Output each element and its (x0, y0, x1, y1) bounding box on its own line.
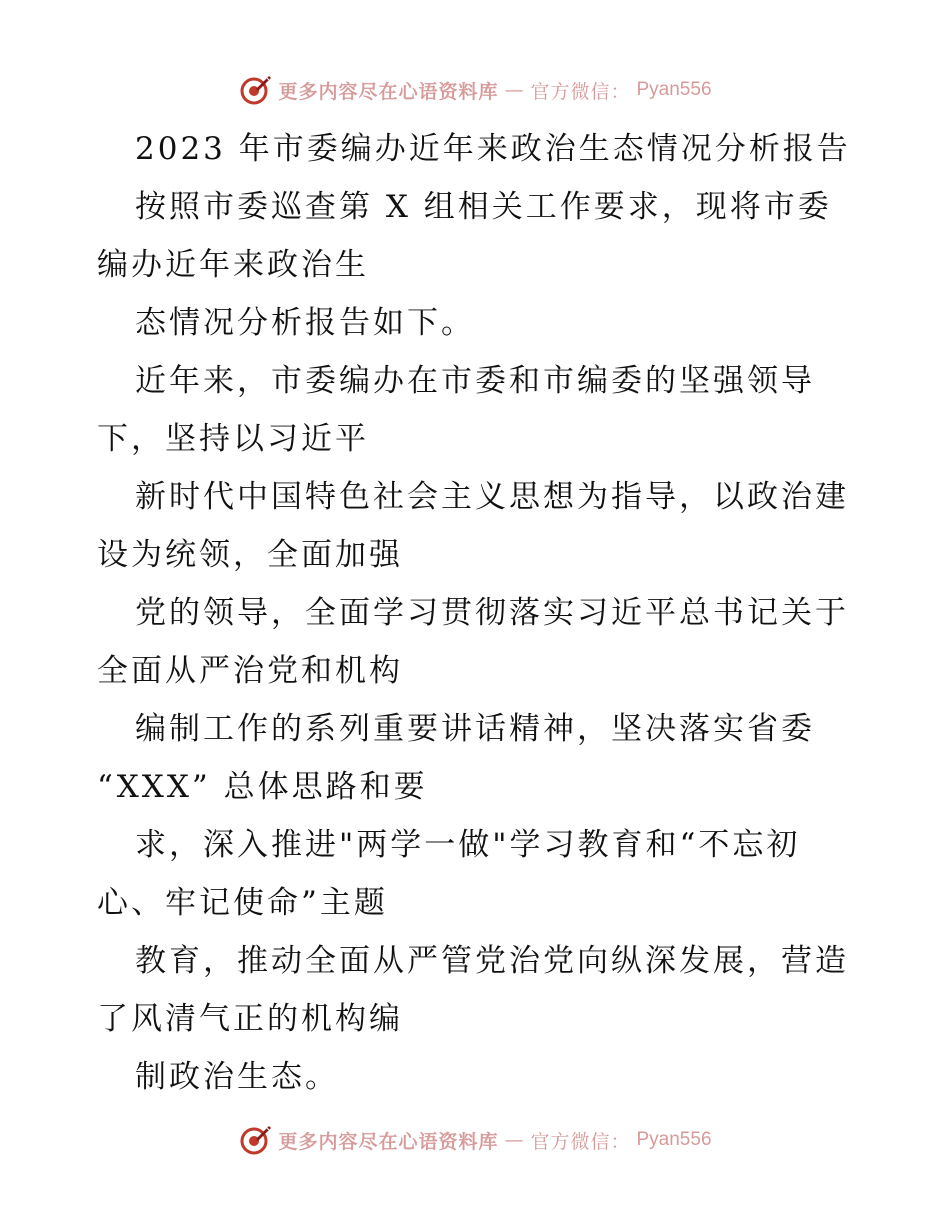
paragraph-line: 编制工作的系列重要讲话精神，坚决落实省委 (135, 711, 815, 747)
paragraph-line: 制政治生态。 (135, 1059, 339, 1095)
footer-wechat-id: Pyan556 (636, 1129, 712, 1150)
paragraph-line: 新时代中国特色社会主义思想为指导，以政治建 (135, 479, 849, 515)
pen-circle-logo-icon (238, 73, 272, 107)
pen-circle-logo-icon (238, 1123, 272, 1157)
header-wechat-id: Pyan556 (636, 79, 712, 100)
paragraph-line: “XXX” 总体思路和要 (97, 769, 428, 805)
paragraph-line: 求，深入推进"两学一做"学习教育和“不忘初 (135, 827, 801, 863)
paragraph-line: 全面从严治党和机构 (97, 653, 403, 689)
footer-banner (0, 1120, 950, 1160)
header-banner (0, 70, 950, 110)
footer-dash: — (504, 1129, 525, 1151)
footer-site-text: 更多内容尽在心语资料库 (278, 1130, 499, 1153)
paragraph-line: 下，坚持以习近平 (97, 421, 369, 457)
paragraph-line: 教育，推动全面从严管党治党向纵深发展，营造 (135, 943, 849, 979)
header-dash: — (504, 79, 525, 101)
document-body (97, 120, 867, 1106)
paragraph-line: 态情况分析报告如下。 (135, 305, 475, 341)
paragraph-line: 按照市委巡查第 X 组相关工作要求，现将市委 (135, 189, 832, 225)
paragraph-line: 党的领导，全面学习贯彻落实习近平总书记关于 (135, 595, 849, 631)
header-site-text: 更多内容尽在心语资料库 (278, 80, 499, 103)
footer-wechat-label: 官方微信： (530, 1130, 631, 1153)
document-title: 2023 年市委编办近年来政治生态情况分析报告 (135, 131, 851, 167)
paragraph-line: 心、牢记使命”主题 (97, 885, 388, 921)
paragraph-line: 近年来，市委编办在市委和市编委的坚强领导 (135, 363, 815, 399)
header-wechat-label: 官方微信： (530, 80, 631, 103)
paragraph-line: 设为统领，全面加强 (97, 537, 403, 573)
paragraph-line: 编办近年来政治生 (97, 247, 369, 283)
paragraph-line: 了风清气正的机构编 (97, 1001, 403, 1037)
